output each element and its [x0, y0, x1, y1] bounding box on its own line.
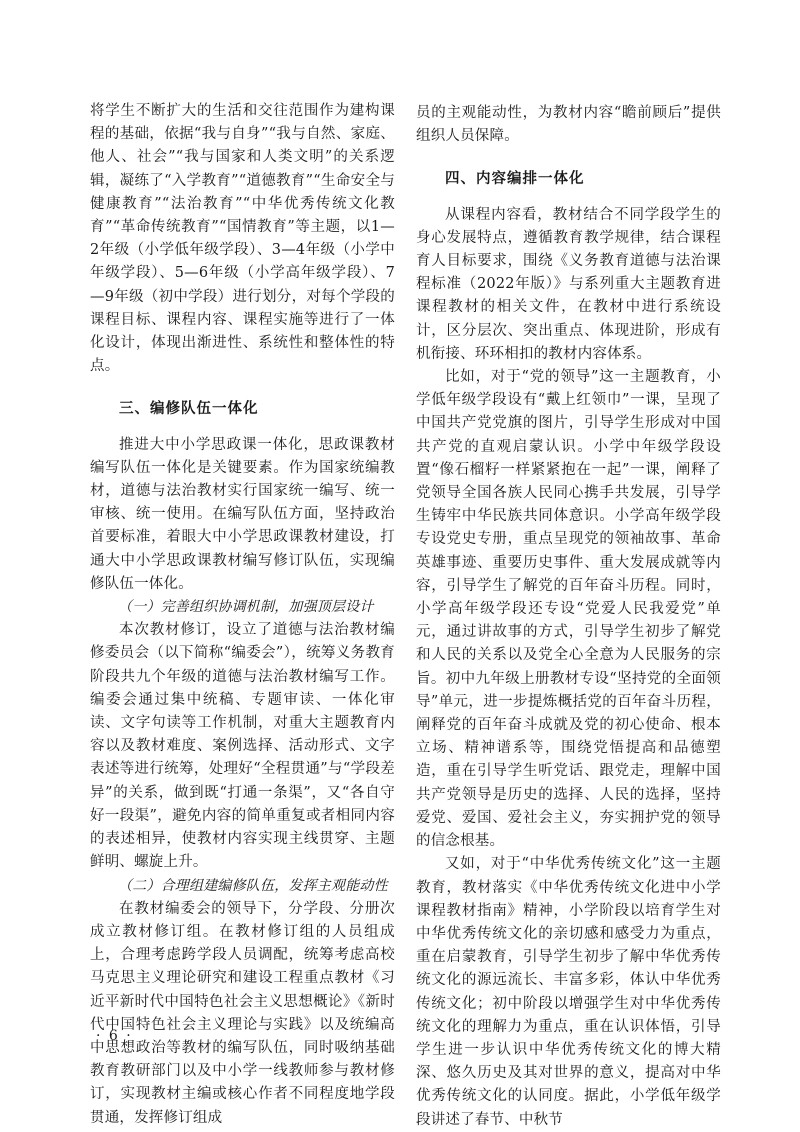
paragraph-continued: 将学生不断扩大的生活和交往范围作为建构课程的基础，依据“我与自身”“我与自然、家庭、他人、社会”“我与国家和人类文明”的关系逻辑，凝练了“入学教育”“道德教育”“生命安全与健康教育”“法治教育”“中华优秀传统文化教育”“革命传统教育”“国情教育”等主题，以1—2年级（小学低年级学段）、3—4年级（小学中年级学段）、5—6年级（小学高年级学段）、7—9年级（初中学段）进行划分，对每个学段的课程目标、课程内容、课程实施等进行了一体化设计，体现出渐进性、系统性和整体性的特点。: [90, 103, 395, 375]
paragraph-continued: 员的主观能动性，为教材内容“瞻前顾后”提供组织人员保障。: [416, 105, 721, 145]
paragraph: 又如，对于“中华优秀传统文化”这一主题教育，教材落实《中华优秀传统文化进中小学课程教材指南》精神，小学阶段以培育学生对中华优秀传统文化的亲切感和感受力为重点，重在启蒙教育，引导学生初步了解中华优秀传统文化的源远流长、丰富多彩，体认中华优秀传统文化；初中阶段以增强学生对中华优秀传统文化的理解力为重点，重在认识体悟，引导学生进一步认识中华优秀传统文化的博大精深、悠久历史及其对世界的意义，提高对中华优秀传统文化的认同度。据此，小学低年级学段讲述了春节、中秋节: [416, 856, 721, 1128]
paragraph: 比如，对于“党的领导”这一主题教育，小学低年级学段设有“戴上红领巾”一课，呈现了中国共产党党旗的图片，引导学生形成对中国共产党的直观启蒙认识。小学中年级学段设置“像石榴籽一样紧紧抱在一起”一课，阐释了党领导全国各族人民同心携手共发展，引导学生铸牢中华民族共同体意识。小学高年级学段专设党史专册，重点呈现党的领袖故事、革命英雄事迹、重要历史事件、重大发展成就等内容，引导学生了解党的百年奋斗历程。同时，小学高年级学段还专设“党爱人民我爱党”单元，通过讲故事的方式，引导学生初步了解党和人民的关系以及党全心全意为人民服务的宗旨。初中九年级上册教材专设“坚持党的全面领导”单元，进一步提炼概括党的百年奋斗历程，阐释党的百年奋斗成就及党的初心使命、根本立场、精神谱系等，围绕党悟提高和品德塑造，重在引导学生听党话、跟党走，理解中国共产党领导是历史的选择、人民的选择，坚持爱党、爱国、爱社会主义，夯实拥护党的领导的信念根基。: [416, 369, 721, 850]
paragraph: 本次教材修订，设立了道德与法治教材编修委员会（以下简称“编委会”），统筹义务教育阶段共九个年级的道德与法治教材编写工作。编委会通过集中统稿、专题审读、一体化审读、文字句读等工作机制，对重大主题教育内容以及教材难度、案例选择、活动形式、文字表述等进行统筹，处理好“全程贯通”与“学段差异”的关系，做到既“打通一条渠”，又“各自守好一段渠”，避免内容的简单重复或者相同内容的表述相异，使教材内容实现主线贯穿、主题鲜明、螺旋上升。: [90, 622, 395, 871]
paragraph: 在教材编委会的领导下，分学段、分册次成立教材修订组。在教材修订组的人员组成上，合理考虑跨学段人员调配，统筹考虑高校马克思主义理论研究和建设工程重点教材《习近平新时代中国特色社会主义思想概论》《新时代中国特色社会主义理论与实践》以及统编高中思想政治等教材的编写队伍，同时吸纳基础教育教研部门以及中小学一线教师参与教材修订，实现教材主编或核心作者不同程度地学段贯通，发挥修订组成: [90, 900, 395, 1126]
paragraph: 推进大中小学思政课一体化，思政课教材编写队伍一体化是关键要素。作为国家统编教材，道德与法治教材实行国家统一编写、统一审核、统一使用。在编写队伍方面，坚持政治首要标准，着眼大中小学思政课教材建设，打通大中小学思政课教材编写修订队伍，实现编修队伍一体化。: [90, 436, 395, 592]
paragraph: 从课程内容看，教材结合不同学段学生的身心发展特点，遵循教育教学规律，结合课程育人目标要求，围绕《义务教育道德与法治课程标准（2022年版）》与系列重大主题教育进课程教材的相关文件，在教材中进行系统设计，区分层次、突出重点、体现进阶，形成有机衔接、环环相扣的教材内容体系。: [416, 206, 721, 362]
section-heading-4: 四、内容编排一体化: [445, 171, 585, 188]
subsection-heading-2: （二）合理组建编修队伍，发挥主观能动性: [118, 877, 388, 894]
right-column: [416, 102, 721, 1132]
left-column: [90, 100, 395, 1130]
page-number: · 6 ·: [96, 1028, 133, 1044]
subsection-heading-1: （一）完善组织协调机制，加强顶层设计: [118, 599, 374, 616]
section-heading-3: 三、编修队伍一体化: [119, 401, 259, 418]
